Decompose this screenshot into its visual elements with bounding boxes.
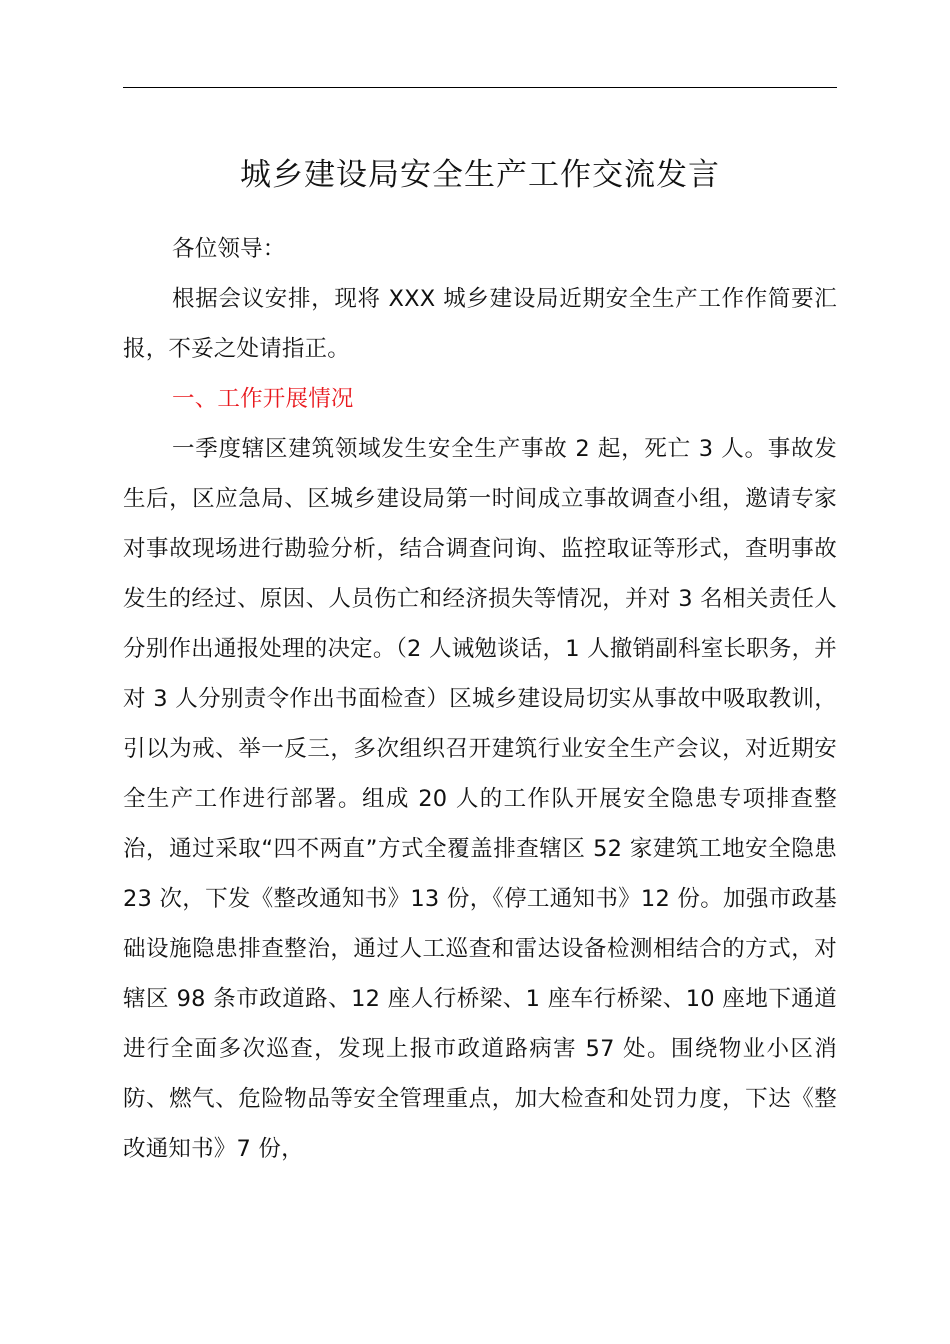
intro-paragraph: 根据会议安排，现将 XXX 城乡建设局近期安全生产工作作简要汇报，不妥之处请指正。 (123, 286, 837, 362)
body-paragraph: 一季度辖区建筑领域发生安全生产事故 2 起，死亡 3 人。事故发生后，区应急局、区城乡建设局第一时间成立事故调查小组，邀请专家对事故现场进行勘验分析，结合调查问询、监控取证等形式，查明事故发生的经过、原因、人员伤亡和经济损失等情况，并对 3 名相关责任人分别作出通报处理的决定。（2 人诫勉谈话，1 人撤销副科室长职务，并对 3 人分别责令作出书面检查）区城乡建设局切实从事故中吸取教训，引以为戒、举一反三，多次组织召开建筑行业安全生产会议，对近期安全生产工作进行部署。组成 20 人的工作队开展安全隐患专项排查整治，通过采取“四不两直”方式全覆盖排查辖区 52 家建筑工地安全隐患 23 次，下发《整改通知书》13 份，《停工通知书》12 份。加强市政基础设施隐患排查整治，通过人工巡查和雷达设备检测相结合的方式，对辖区 98 条市政道路、12 座人行桥梁、1 座车行桥梁、10 座地下通道进行全面多次巡查，发现上报市政道路病害 57 处。围绕物业小区消防、燃气、危险物品等安全管理重点，加大检查和处罚力度，下达《整改通知书》7 份， (123, 436, 837, 1162)
document-title: 城乡建设局安全生产工作交流发言 (240, 157, 720, 193)
section-heading: 一、工作开展情况 (172, 386, 354, 412)
document-body (123, 224, 837, 1174)
salutation: 各位领导： (172, 236, 286, 262)
header-rule (123, 87, 837, 88)
